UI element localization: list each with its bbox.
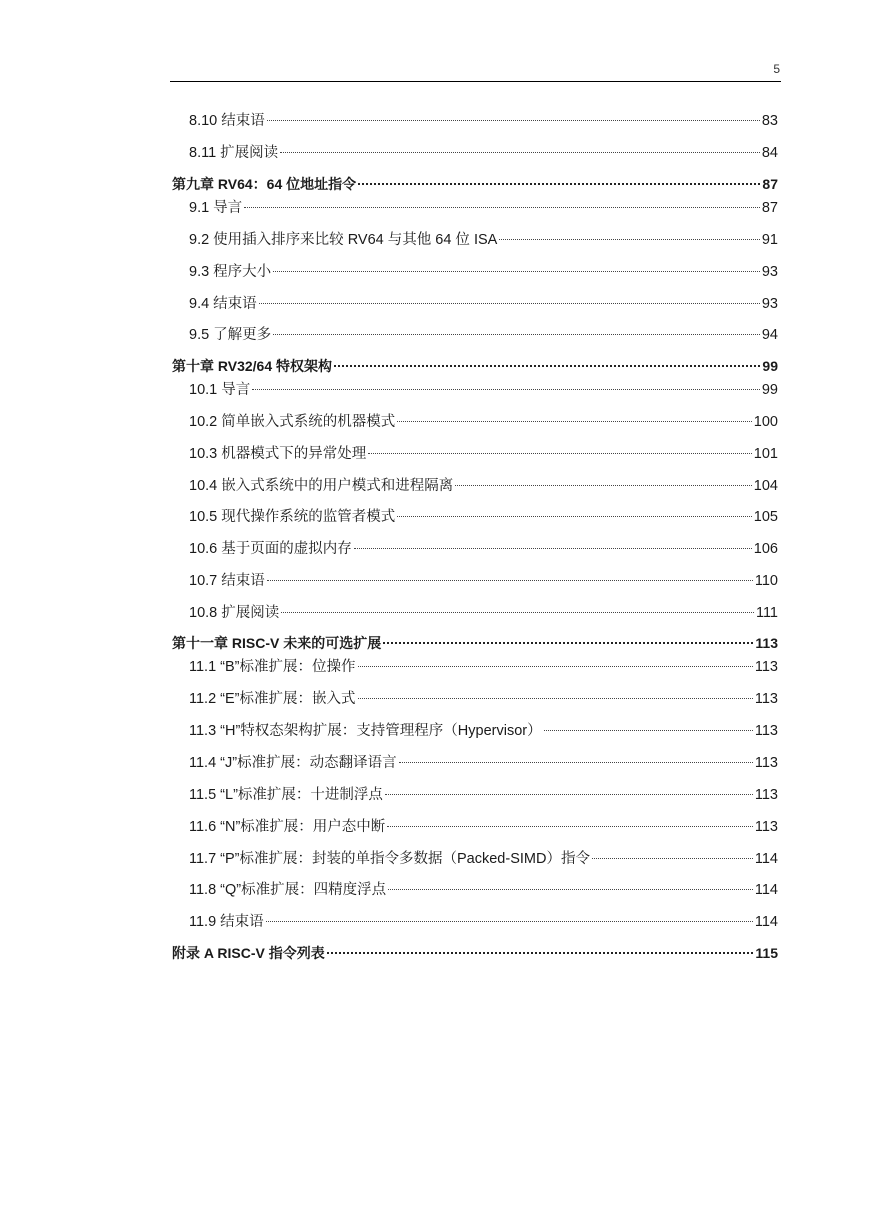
- toc-entry-title: 11.2 “E”标准扩展：嵌入式: [189, 691, 356, 707]
- header-rule: [170, 81, 781, 82]
- dot-leader: [280, 139, 760, 157]
- toc-section-entry[interactable]: [189, 685, 778, 708]
- toc-section-entry[interactable]: [189, 845, 778, 868]
- dot-leader: [273, 258, 760, 276]
- dot-leader: [397, 408, 752, 426]
- toc-chapter-entry[interactable]: [172, 940, 778, 962]
- dot-leader: [281, 599, 754, 617]
- dot-leader: [358, 171, 760, 189]
- toc-entry-page-number: 104: [753, 478, 778, 494]
- toc-entry-page-number: 93: [761, 296, 778, 312]
- toc-entry-page-number: 113: [755, 635, 778, 651]
- toc-entry-title: 第十一章 RISC-V 未来的可选扩展: [172, 635, 382, 651]
- toc-entry-title: 第九章 RV64：64 位地址指令: [172, 176, 357, 192]
- dot-leader: [592, 845, 753, 863]
- toc-entry-title: 9.3 程序大小: [189, 264, 272, 280]
- toc-entry-title: 10.5 现代操作系统的监管者模式: [189, 509, 396, 525]
- toc-section-entry[interactable]: [189, 258, 778, 281]
- toc-entry-page-number: 113: [754, 819, 778, 835]
- toc-entry-page-number: 87: [761, 200, 778, 216]
- toc-entry-page-number: 87: [762, 176, 778, 192]
- dot-leader: [397, 503, 752, 521]
- toc-section-entry[interactable]: [189, 440, 778, 463]
- dot-leader: [266, 908, 753, 926]
- toc-entry-title: 10.7 结束语: [189, 573, 265, 589]
- toc-section-entry[interactable]: [189, 408, 778, 431]
- toc-entry-title: 11.5 “L”标准扩展：十进制浮点: [189, 787, 383, 803]
- toc-entry-title: 10.4 嵌入式系统中的用户模式和进程隔离: [189, 478, 454, 494]
- toc-entry-page-number: 114: [754, 914, 778, 930]
- toc-entry-page-number: 91: [761, 232, 778, 248]
- toc-section-entry[interactable]: [189, 781, 778, 804]
- toc-entry-title: 9.1 导言: [189, 200, 243, 216]
- toc-section-entry[interactable]: [189, 139, 778, 162]
- toc-section-entry[interactable]: [189, 321, 778, 344]
- toc-entry-title: 10.3 机器模式下的异常处理: [189, 446, 367, 462]
- toc-entry-page-number: 111: [755, 605, 778, 621]
- toc-entry-page-number: 113: [754, 723, 778, 739]
- toc-section-entry[interactable]: [189, 599, 778, 622]
- toc-entry-page-number: 83: [761, 113, 778, 129]
- dot-leader: [387, 813, 753, 831]
- dot-leader: [388, 876, 753, 894]
- page-number: 5: [773, 62, 780, 76]
- toc-section-entry[interactable]: [189, 876, 778, 899]
- toc-entry-page-number: 84: [761, 145, 778, 161]
- toc-section-entry[interactable]: [189, 813, 778, 836]
- toc-entry-title: 10.2 简单嵌入式系统的机器模式: [189, 414, 396, 430]
- toc-section-entry[interactable]: [189, 226, 778, 249]
- toc-entry-page-number: 100: [753, 414, 778, 430]
- toc-entry-title: 11.3 “H”特权态架构扩展：支持管理程序（Hypervisor）: [189, 723, 542, 739]
- toc-entry-page-number: 106: [753, 541, 778, 557]
- toc-entry-title: 附录 A RISC-V 指令列表: [172, 945, 325, 961]
- toc-entry-title: 9.5 了解更多: [189, 327, 272, 343]
- toc-entry-title: 10.6 基于页面的虚拟内存: [189, 541, 352, 557]
- toc-section-entry[interactable]: [189, 503, 778, 526]
- toc-chapter-entry[interactable]: [172, 353, 778, 375]
- toc-chapter-entry[interactable]: [172, 171, 778, 193]
- dot-leader: [354, 535, 752, 553]
- toc-entry-page-number: 99: [762, 358, 778, 374]
- toc-section-entry[interactable]: [189, 717, 778, 740]
- toc-entry-page-number: 94: [761, 327, 778, 343]
- toc-entry-title: 9.4 结束语: [189, 296, 257, 312]
- toc-section-entry[interactable]: [189, 535, 778, 558]
- toc-entry-page-number: 99: [761, 382, 778, 398]
- toc-chapter-entry[interactable]: [172, 630, 778, 652]
- toc-entry-page-number: 113: [754, 691, 778, 707]
- toc-entry-title: 11.8 “Q”标准扩展：四精度浮点: [189, 882, 387, 898]
- dot-leader: [358, 653, 753, 671]
- toc-entry-title: 第十章 RV32/64 特权架构: [172, 358, 333, 374]
- toc-entry-page-number: 105: [753, 509, 778, 525]
- toc-entry-page-number: 115: [755, 945, 778, 961]
- toc-section-entry[interactable]: [189, 290, 778, 313]
- toc-entry-title: 9.2 使用插入排序来比较 RV64 与其他 64 位 ISA: [189, 232, 498, 248]
- dot-leader: [385, 781, 753, 799]
- dot-leader: [267, 567, 753, 585]
- dot-leader: [358, 685, 753, 703]
- toc-entry-title: 11.6 “N”标准扩展：用户态中断: [189, 819, 386, 835]
- toc-entry-page-number: 110: [754, 573, 778, 589]
- dot-leader: [273, 321, 760, 339]
- toc-entry-title: 8.11 扩展阅读: [189, 145, 279, 161]
- dot-leader: [383, 630, 753, 648]
- dot-leader: [544, 717, 753, 735]
- toc-section-entry[interactable]: [189, 107, 778, 130]
- toc-entry-page-number: 113: [754, 755, 778, 771]
- dot-leader: [455, 472, 752, 490]
- dot-leader: [244, 194, 760, 212]
- toc-entry-page-number: 114: [754, 851, 778, 867]
- dot-leader: [267, 107, 760, 125]
- dot-leader: [252, 376, 760, 394]
- dot-leader: [399, 749, 753, 767]
- toc-section-entry[interactable]: [189, 376, 778, 399]
- toc-entry-page-number: 114: [754, 882, 778, 898]
- dot-leader: [334, 353, 760, 371]
- toc-section-entry[interactable]: [189, 567, 778, 590]
- toc-entry-page-number: 93: [761, 264, 778, 280]
- toc-entry-title: 11.9 结束语: [189, 914, 264, 930]
- toc-section-entry[interactable]: [189, 194, 778, 217]
- toc-entry-title: 11.4 “J”标准扩展：动态翻译语言: [189, 755, 397, 771]
- toc-section-entry[interactable]: [189, 908, 778, 931]
- toc-entry-page-number: 113: [754, 787, 778, 803]
- toc-entry-page-number: 101: [753, 446, 778, 462]
- dot-leader: [368, 440, 752, 458]
- toc-section-entry[interactable]: [189, 472, 778, 495]
- toc-entry-title: 11.1 “B”标准扩展：位操作: [189, 659, 356, 675]
- toc-entry-title: 8.10 结束语: [189, 113, 265, 129]
- toc-section-entry[interactable]: [189, 749, 778, 772]
- toc-section-entry[interactable]: [189, 653, 778, 676]
- dot-leader: [259, 290, 760, 308]
- toc-entry-title: 10.8 扩展阅读: [189, 605, 280, 621]
- toc-entry-title: 10.1 导言: [189, 382, 251, 398]
- toc-entry-title: 11.7 “P”标准扩展：封装的单指令多数据（Packed-SIMD）指令: [189, 851, 590, 867]
- dot-leader: [327, 940, 754, 958]
- toc-entry-page-number: 113: [754, 659, 778, 675]
- dot-leader: [499, 226, 760, 244]
